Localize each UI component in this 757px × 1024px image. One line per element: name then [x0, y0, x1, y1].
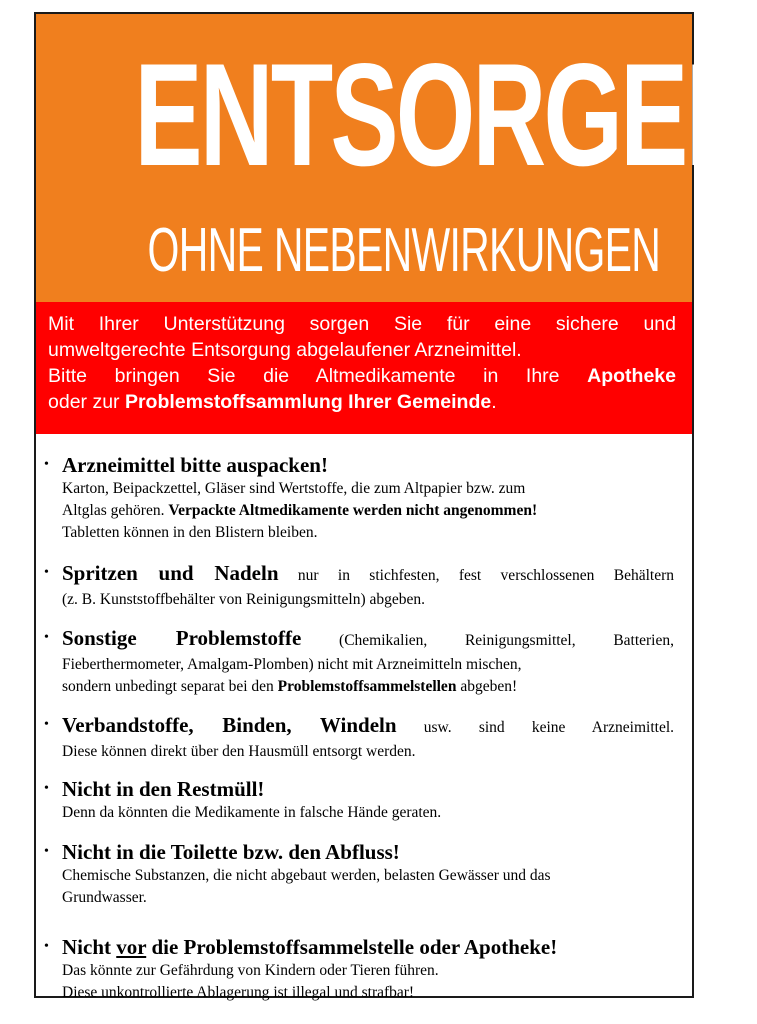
item-text-line: (z. B. Kunststoffbehälter von Reinigungsmitteln) abgeben.: [62, 591, 426, 608]
item-heading-text: die Problemstoffsammelstelle oder Apotheke!: [146, 935, 558, 959]
item-text: sondern unbedingt separat bei den: [62, 678, 278, 695]
bullet-icon: •: [44, 781, 49, 796]
item-text: abgeben!: [456, 678, 518, 695]
item-heading: Sonstige Problemstoffe: [62, 626, 302, 650]
item-text-line: Diese unkontrollierte Ablagerung ist illegal und strafbar!: [62, 984, 415, 1001]
item-heading: Nicht in die Toilette bzw. den Abfluss!: [62, 840, 400, 864]
item-heading-line: [62, 560, 674, 589]
item-text-line: Das könnte zur Gefährdung von Kindern oder Tieren führen.: [62, 962, 439, 979]
item-text-line: [62, 676, 674, 698]
bullet-icon: •: [44, 939, 49, 954]
item-text: usw. sind keine Arzneimittel.: [396, 719, 675, 736]
list-item-verbandstoffe: [36, 712, 692, 763]
item-text-line: [62, 500, 674, 522]
item-text-line: Grundwasser.: [62, 889, 147, 906]
item-heading: Arzneimittel bitte auspacken!: [62, 453, 328, 477]
item-text-line: Fieberthermometer, Amalgam-Plomben) nicht mit Arzneimitteln mischen,: [62, 656, 522, 673]
item-heading: [62, 934, 674, 960]
item-text: Altglas gehören.: [62, 502, 169, 519]
bullet-icon: •: [44, 630, 49, 645]
list-item-nicht-vor: [36, 934, 692, 1004]
bullet-icon: •: [44, 565, 49, 580]
poster-title: ENTSORGEN: [134, 33, 757, 196]
item-heading-text: Nicht: [62, 935, 117, 959]
banner-text: oder zur: [48, 391, 125, 413]
item-heading-line: [62, 625, 674, 654]
banner-line-4: [48, 389, 676, 415]
poster-subtitle: OHNE NEBENWIRKUNGEN: [147, 216, 661, 285]
item-text-line: Denn da könnten die Medikamente in falsche Hände geraten.: [62, 804, 442, 821]
list-item-problemstoffe: [36, 625, 692, 698]
list-item-auspacken: [36, 452, 692, 544]
item-heading-underlined: vor: [116, 935, 147, 959]
problemstoff-highlight: Problemstoffsammlung Ihrer Gemeinde: [124, 391, 492, 413]
list-item-toilette: [36, 839, 692, 909]
list-item-restmuell: [36, 776, 692, 824]
list-item-spritzen: [36, 560, 692, 611]
poster: [34, 12, 757, 1001]
item-emphasis: Verpackte Altmedikamente werden nicht angenommen!: [168, 502, 538, 519]
bullet-icon: •: [44, 844, 49, 859]
banner-line-1: Mit Ihrer Unterstützung sorgen Sie für eine sichere und: [48, 313, 676, 335]
item-heading-line: [62, 712, 674, 741]
item-emphasis: Problemstoffsammelstellen: [277, 678, 457, 695]
item-text-line: Tabletten können in den Blistern bleiben.: [62, 524, 318, 541]
banner-text: Bitte bringen Sie die Altmedikamente in Ihre: [48, 365, 588, 387]
banner-line-3: [48, 363, 676, 389]
info-banner: [36, 302, 692, 434]
item-text: (Chemikalien, Reinigungsmittel, Batterien,: [301, 632, 674, 649]
apotheke-highlight: Apotheke: [587, 365, 676, 387]
item-text-line: Karton, Beipackzettel, Gläser sind Wertstoffe, die zum Altpapier bzw. zum: [62, 480, 526, 497]
item-text-line: Chemische Substanzen, die nicht abgebaut werden, belasten Gewässer und das: [62, 867, 551, 884]
item-heading: Nicht in den Restmüll!: [62, 777, 265, 801]
header-banner: [36, 14, 757, 302]
item-heading: Spritzen und Nadeln: [62, 561, 279, 585]
banner-text: .: [491, 391, 497, 413]
bullet-icon: •: [44, 717, 49, 732]
banner-line-2: umweltgerechte Entsorgung abgelaufener Arzneimittel.: [48, 339, 522, 361]
item-text-line: Diese können direkt über den Hausmüll entsorgt werden.: [62, 743, 416, 760]
item-text: nur in stichfesten, fest verschlossenen Behältern: [278, 567, 675, 584]
item-heading: Verbandstoffe, Binden, Windeln: [62, 713, 397, 737]
bullet-icon: •: [44, 457, 49, 472]
